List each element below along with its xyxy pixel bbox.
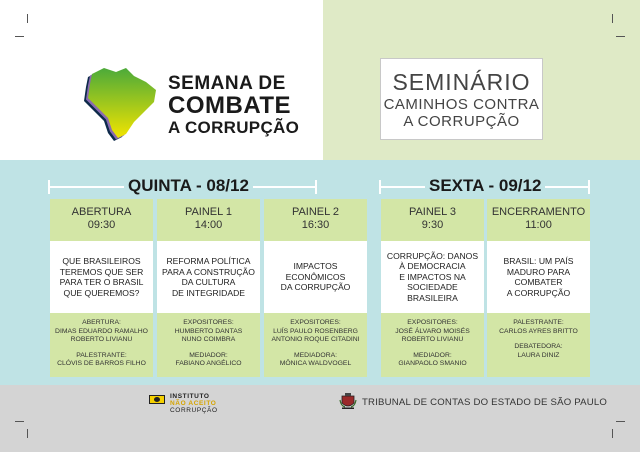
day-label-thursday: QUINTA - 08/12 (124, 176, 253, 196)
session-time: 09:30 (87, 219, 116, 231)
speaker-role: EXPOSITORES: (290, 319, 341, 326)
crop-mark (612, 429, 613, 438)
speaker-role: EXPOSITORES: (407, 319, 458, 326)
speaker-role: EXPOSITORES: (183, 319, 234, 326)
session-topic (157, 241, 260, 313)
crop-mark (616, 421, 625, 422)
session-topic (264, 241, 367, 313)
session-time: 14:00 (194, 219, 223, 231)
session-topic (50, 241, 153, 313)
campaign-title (168, 74, 299, 136)
session-header (157, 199, 260, 241)
session-speakers (381, 313, 484, 377)
seminar-title-box (380, 58, 543, 140)
coat-of-arms-icon (339, 392, 357, 410)
day-label-friday: SEXTA - 09/12 (425, 176, 545, 196)
session-topic-line: QUE BRASILEIROS (62, 256, 141, 266)
session-card-encerramento (487, 199, 590, 377)
campaign-title-line2: COMBATE (168, 92, 292, 119)
session-topic-line: DA CORRUPÇÃO (280, 282, 351, 293)
footer-band (0, 385, 640, 452)
speaker-role: MEDIADORA: (293, 351, 338, 359)
session-card-painel-1 (157, 199, 260, 377)
session-topic-line: À DEMOCRACIA (399, 261, 466, 272)
speaker-name: MÔNICA WALDVOGEL (279, 360, 352, 368)
session-time: 16:30 (301, 219, 330, 231)
session-topic-line: BRASIL: UM PAÍS (503, 256, 574, 266)
session-topic-line: COMBATER (514, 277, 563, 287)
speaker-name: CARLOS AYRES BRITTO (499, 327, 578, 335)
speaker-name: JOSÉ ÁLVARO MOISÉS (395, 327, 470, 335)
instituto-line1: INSTITUTO (170, 393, 210, 400)
instituto-name (170, 393, 218, 414)
speaker-role: DEBATEDORA: (514, 343, 563, 351)
session-topic-line: CORRUPÇÃO: DANOS (386, 250, 479, 261)
session-topic (381, 241, 484, 313)
session-topic-line: DE INTEGRIDADE (171, 287, 246, 298)
session-topic-line: MADURO PARA (506, 266, 571, 277)
session-speakers (157, 313, 260, 377)
eye-icon (149, 395, 165, 404)
day-bracket-cap (379, 180, 381, 194)
session-card-painel-2 (264, 199, 367, 377)
crop-mark (15, 421, 24, 422)
session-topic-line: TEREMOS QUE SER (59, 266, 144, 277)
campaign-title-line3: A CORRUPÇÃO (168, 118, 300, 137)
session-header (381, 199, 484, 241)
session-topic-line: PARA A CONSTRUÇÃO (162, 266, 255, 277)
speaker-name: ROBERTO LIVIANU (70, 336, 133, 344)
speaker-role: PALESTRANTE: (513, 319, 564, 326)
session-name: ENCERRAMENTO (491, 206, 586, 218)
speaker-role: PALESTRANTE: (76, 351, 127, 359)
day-bracket-cap (48, 180, 50, 194)
session-topic-line: E IMPACTOS NA (399, 271, 466, 282)
session-topic-line: ECONÔMICOS (285, 271, 346, 282)
campaign-title-line1: SEMANA DE (168, 73, 286, 94)
session-topic (487, 241, 590, 313)
session-name: PAINEL 2 (291, 206, 340, 218)
session-name: PAINEL 1 (184, 206, 233, 218)
instituto-line3: CORRUPÇÃO (170, 407, 218, 414)
session-name: ABERTURA (71, 206, 132, 218)
session-topic-line: PARA TER O BRASIL (59, 277, 144, 287)
speaker-role: MEDIADOR: (413, 351, 452, 359)
session-topic-line: REFORMA POLÍTICA (166, 256, 251, 266)
crop-mark (612, 14, 613, 23)
session-topic-line: DA CULTURA (181, 277, 236, 287)
session-topic-line: BRASILEIRA (407, 292, 458, 303)
speaker-name: GIANPAOLO SMANIO (398, 360, 467, 368)
session-speakers (50, 313, 153, 377)
session-speakers (487, 313, 590, 377)
speaker-name: DIMAS EDUARDO RAMALHO (55, 327, 148, 335)
crop-mark (15, 36, 24, 37)
speaker-name: HUMBERTO DANTAS (174, 327, 243, 335)
seminar-title-line1: SEMINÁRIO (392, 69, 531, 95)
day-bracket-cap (588, 180, 590, 194)
session-speakers (264, 313, 367, 377)
session-header (487, 199, 590, 241)
crop-mark (27, 14, 28, 23)
speaker-role: MEDIADOR: (189, 351, 228, 359)
brazil-map-icon (82, 62, 162, 142)
session-name: PAINEL 3 (408, 206, 457, 218)
seminar-title-line3: A CORRUPÇÃO (403, 113, 520, 130)
session-time: 11:00 (525, 219, 552, 231)
speaker-name: ROBERTO LIVIANU (401, 336, 464, 344)
instituto-line2: NÃO ACEITO (170, 400, 217, 407)
session-time: 9:30 (421, 219, 444, 231)
session-header (264, 199, 367, 241)
speaker-name: NUNO COIMBRA (181, 336, 236, 344)
seminar-title-line2: CAMINHOS CONTRA (383, 96, 540, 113)
session-card-painel-3 (381, 199, 484, 377)
session-topic-line: SOCIEDADE (407, 282, 458, 293)
tce-name: TRIBUNAL DE CONTAS DO ESTADO DE SÃO PAULO (362, 397, 608, 408)
speaker-role: ABERTURA: (82, 319, 121, 326)
day-bracket-cap (315, 180, 317, 194)
crop-mark (27, 429, 28, 438)
speaker-name: ANTONIO ROQUE CITADINI (271, 336, 360, 344)
session-header (50, 199, 153, 241)
speaker-name: LUÍS PAULO ROSENBERG (273, 327, 358, 335)
session-topic-line: A CORRUPÇÃO (506, 287, 571, 298)
session-topic-line: IMPACTOS (293, 261, 338, 272)
speaker-name: CLÓVIS DE BARROS FILHO (57, 360, 146, 368)
session-topic-line: QUE QUEREMOS? (63, 287, 140, 298)
session-card-abertura (50, 199, 153, 377)
speaker-name: LAURA DINIZ (517, 351, 560, 359)
crop-mark (616, 36, 625, 37)
speaker-name: FABIANO ANGÉLICO (175, 360, 242, 368)
